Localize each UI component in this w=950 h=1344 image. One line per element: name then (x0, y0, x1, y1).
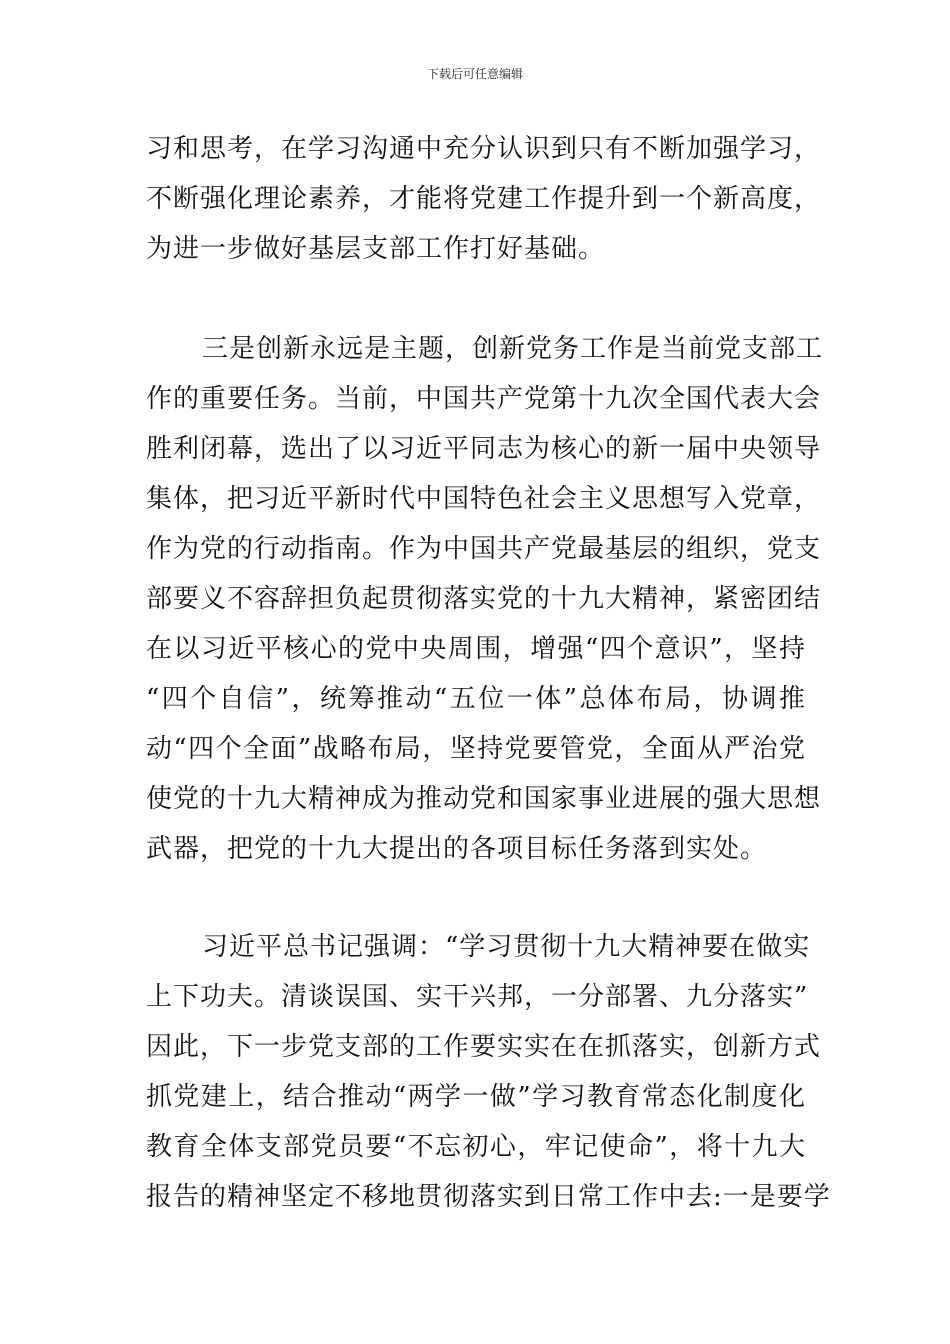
paragraph-innovation (146, 324, 824, 874)
text-line: 习近平总书记强调：“学习贯彻十九大精神要在做实 (202, 932, 811, 962)
text-line: 使党的十九大精神成为推动党和国家事业进展的强大思想 (146, 784, 822, 814)
text-line: 因此，下一步党支部的工作要实实在在抓落实，创新方式 (146, 1032, 822, 1062)
paragraph-quote (146, 922, 831, 1222)
text-line: 三是创新永远是主题，创新党务工作是当前党支部工 (202, 334, 824, 364)
paragraph-continuation (146, 124, 822, 274)
text-line: 部要义不容辞担负起贯彻落实党的十九大精神，紧密团结 (146, 584, 822, 614)
text-line: 胜利闭幕，选出了以习近平同志为核心的新一届中央领导 (146, 434, 822, 464)
text-line: 动“四个全面”战略布局，坚持党要管党，全面从严治党 (146, 734, 806, 764)
text-line: 不断强化理论素养，才能将党建工作提升到一个新高度， (146, 184, 822, 214)
text-line: 为进一步做好基层支部工作打好基础。 (146, 234, 606, 264)
text-line: 武器，把党的十九大提出的各项目标任务落到实处。 (146, 834, 768, 864)
page-header: 下载后可任意编辑 (426, 67, 523, 81)
text-line: 在以习近平核心的党中央周围，增强“四个意识”，坚持 (146, 634, 806, 664)
text-line: 教育全体支部党员要“不忘初心，牢记使命”，将十九大 (146, 1132, 806, 1162)
text-line: 作为党的行动指南。作为中国共产党最基层的组织，党支 (146, 534, 822, 564)
text-line: 报告的精神坚定不移地贯彻落实到日常工作中去:一是要学 (146, 1182, 831, 1212)
text-line: 作的重要任务。当前，中国共产党第十九次全国代表大会 (146, 384, 822, 414)
text-line: 上下功夫。清谈误国、实干兴邦，一分部署、九分落实” (146, 982, 809, 1012)
text-line: 集体，把习近平新时代中国特色社会主义思想写入党章， (146, 484, 822, 514)
text-line: 抓党建上，结合推动“两学一做”学习教育常态化制度化 (146, 1082, 806, 1112)
text-line: 习和思考，在学习沟通中充分认识到只有不断加强学习， (146, 134, 822, 164)
text-line: “四个自信”，统筹推动“五位一体”总体布局，协调推 (146, 684, 806, 714)
